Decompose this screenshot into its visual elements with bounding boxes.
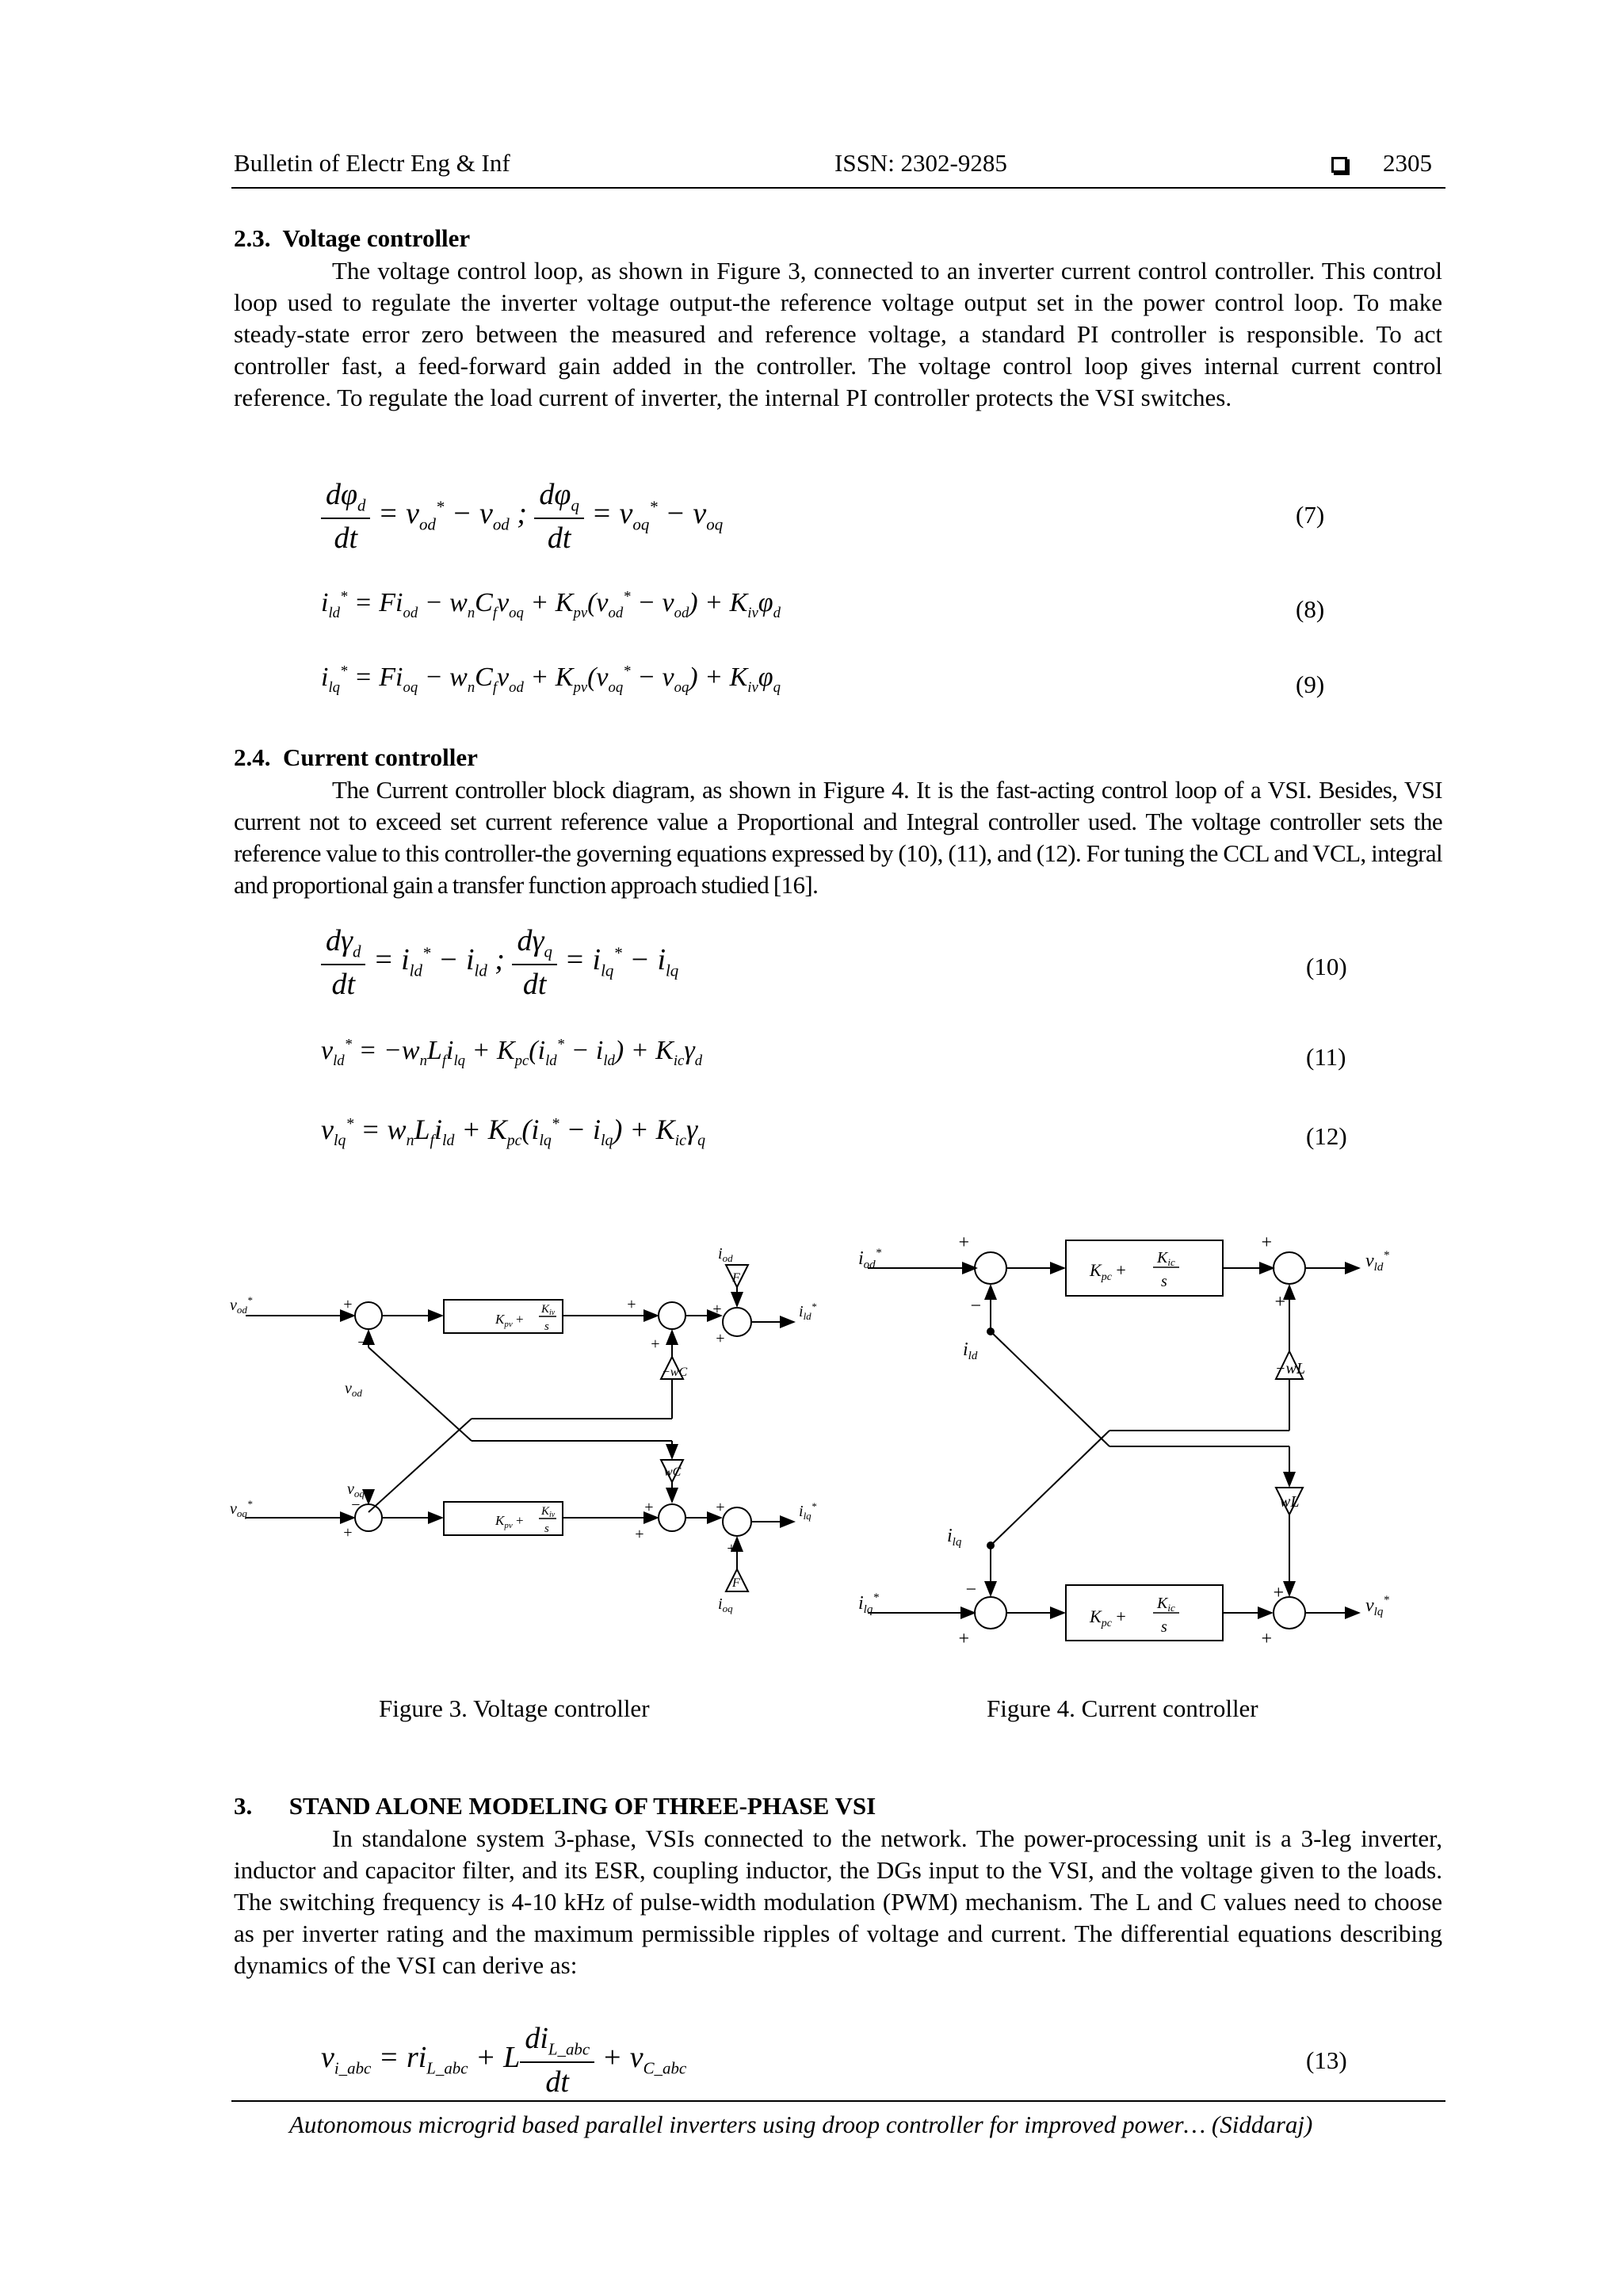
svg-text:+: + xyxy=(1260,1232,1274,1253)
equation-number-8: (8) xyxy=(1296,595,1325,623)
page-marker xyxy=(1331,149,1347,178)
section-heading-2-3: 2.3. Voltage controller xyxy=(234,224,471,252)
equation-13: $v_{i\_abc} = ri_{L\_abc} + L$ $\frac{di_{L\_abc}}{dt}$ + $v_{C\_abc}$ xyxy=(321,2022,687,2099)
svg-text:Kpv +: $K_{pv}$ + xyxy=(495,1513,524,1530)
header-rule xyxy=(231,187,1445,189)
svg-text:ilq: $i_{lq}$ xyxy=(947,1526,962,1549)
svg-text:wL: wL xyxy=(1280,1493,1300,1511)
equation-9: $i_{lq}^* = Fi_{oq} - w_nC_fv_{od} + K_{pv}(v_{oq}^* - v_{oq}) + K_{iv}\varphi_q$ xyxy=(321,663,781,696)
svg-text:ild*: $i_{ld}^*$ xyxy=(799,1301,817,1322)
svg-text:iod: $i_{od}$ xyxy=(718,1245,733,1264)
svg-text:s: s xyxy=(544,1320,549,1333)
equation-number-10: (10) xyxy=(1306,953,1347,980)
equation-number-9: (9) xyxy=(1296,670,1325,698)
figure-3-voltage-controller-diagram xyxy=(230,1221,832,1648)
svg-text:vod: $v_{od}$ xyxy=(345,1380,362,1399)
svg-text:+: + xyxy=(957,1232,971,1253)
equation-10: $\frac{d\gamma_d}{dt}$ = $i_{ld}^* - i_{ld}$ ; $\frac{d\gamma_q}{dt}$ = $i_{lq}^* - i_{lq}$ xyxy=(321,923,678,1002)
svg-text:Kic: $K_{ic}$ xyxy=(1157,1595,1175,1614)
svg-text:+: + xyxy=(715,1499,726,1516)
figure-3-caption: Figure 3. Voltage controller xyxy=(379,1694,650,1722)
svg-text:s: s xyxy=(1161,1273,1167,1290)
svg-text:+: + xyxy=(650,1335,661,1353)
running-footer: Autonomous microgrid based parallel inverters using droop controller for improved power… (Siddaraj) xyxy=(289,2111,1313,2138)
svg-text:−: − xyxy=(969,1296,983,1316)
running-header-journal: Bulletin of Electr Eng & Inf xyxy=(234,149,510,177)
equation-7: $\frac{d\varphi_d}{dt}$ = $v_{od}^* - v_{od}$ ; $\frac{d\varphi_q}{dt}$ = $v_{oq}^* - v_{oq}$ xyxy=(321,477,723,556)
svg-text:Kpc +: $K_{pc}$ + xyxy=(1090,1606,1126,1629)
svg-text:vod*: $v_{od}^*$ xyxy=(230,1294,253,1316)
svg-text:+: + xyxy=(634,1526,645,1543)
equation-number-12: (12) xyxy=(1306,1122,1347,1150)
paragraph-current-controller: The Current controller block diagram, as shown in Figure 4. It is the fast-acting control loop of a VSI. Besides, VSI current not to exceed set current reference value a Proportional and Integral controller used. The voltage controller sets the reference value to this controller-the governing equations expressed by (10), (11), and (12). For tuning the CCL and VCL, integral and proportional gain a transfer function approach studied [16]. xyxy=(234,776,1442,899)
svg-text:s: s xyxy=(1161,1618,1167,1636)
svg-text:+: + xyxy=(1274,1292,1287,1312)
equation-11: $v_{ld}^* = -w_nL_fi_{lq} + K_{pc}(i_{ld}^* - i_{ld}) + K_{ic}\gamma_d$ xyxy=(321,1036,703,1069)
svg-text:Kic: $K_{ic}$ xyxy=(1157,1249,1175,1268)
svg-text:ioq: $i_{oq}$ xyxy=(718,1595,733,1614)
svg-text:Kiv: $K_{iv}$ xyxy=(541,1505,556,1519)
svg-text:+: + xyxy=(643,1499,655,1516)
svg-text:+: + xyxy=(726,1540,737,1557)
section-heading-2-4: 2.4. Current controller xyxy=(234,743,478,771)
svg-text:Kpv +: $K_{pv}$ + xyxy=(495,1312,524,1329)
svg-text:wC: wC xyxy=(664,1465,682,1479)
page-number: 2305 xyxy=(1383,149,1432,177)
svg-text:Kiv: $K_{iv}$ xyxy=(541,1303,556,1317)
section-heading-3: 3. STAND ALONE MODELING OF THREE-PHASE VSI xyxy=(234,1792,876,1820)
svg-text:ilq*: $i_{lq}^*$ xyxy=(799,1500,817,1522)
paragraph-voltage-controller: The voltage control loop, as shown in Figure 3, connected to an inverter current control controller. This control loop used to regulate the inverter voltage output-the reference voltage output set in the power control loop. To make steady-state error zero between the measured and reference voltage, a standard PI controller is responsible. To act controller fast, a feed-forward gain added in the controller. The voltage control loop gives internal current control reference. To regulate the load current of inverter, the internal PI controller protects the VSI switches. xyxy=(234,257,1442,411)
svg-text:−: − xyxy=(357,1334,368,1351)
svg-text:+: + xyxy=(342,1524,353,1541)
svg-text:−: − xyxy=(964,1580,978,1600)
footer-rule xyxy=(231,2100,1445,2102)
svg-text:voq*: $v_{oq}^*$ xyxy=(230,1498,253,1519)
equation-number-11: (11) xyxy=(1306,1043,1346,1071)
svg-text:+: + xyxy=(715,1330,726,1347)
svg-text:−wC: −wC xyxy=(662,1366,688,1379)
figure-4-caption: Figure 4. Current controller xyxy=(987,1694,1258,1722)
svg-text:vld*: $v_{ld}^*$ xyxy=(1365,1249,1389,1274)
equation-8: $i_{ld}^* = Fi_{od} - w_nC_fv_{oq} + K_{pv}(v_{od}^* - v_{od}) + K_{iv}\varphi_d$ xyxy=(321,588,781,621)
svg-text:+: + xyxy=(626,1296,637,1313)
svg-text:−: − xyxy=(350,1496,361,1514)
equation-number-13: (13) xyxy=(1306,2046,1347,2074)
svg-text:iod*: $i_{od}^*$ xyxy=(858,1247,882,1271)
svg-text:s: s xyxy=(544,1522,549,1535)
svg-text:F: F xyxy=(732,1576,740,1590)
square-bullet-icon xyxy=(1331,157,1347,173)
svg-text:+: + xyxy=(712,1301,723,1318)
svg-text:+: + xyxy=(342,1296,353,1313)
svg-text:vlq*: $v_{lq}^*$ xyxy=(1365,1594,1389,1618)
svg-text:+: + xyxy=(957,1629,971,1649)
svg-text:ilq*: $i_{lq}^*$ xyxy=(858,1591,879,1616)
svg-text:ild: $i_{ld}$ xyxy=(963,1339,978,1362)
svg-text:−wL: −wL xyxy=(1275,1360,1305,1377)
paragraph-standalone-modeling: In standalone system 3-phase, VSIs connected to the network. The power-processing unit is a 3-leg inverter, inductor and capacitor filter, and its ESR, coupling inductor, the DGs input to the VSI, and the voltage given to the loads. The switching frequency is 4-10 kHz of pulse-width modulation (PWM) mechanism. The L and C values need to choose as per inverter rating and the maximum permissible ripples of voltage and current. The differential equations describing dynamics of the VSI can derive as: xyxy=(234,1824,1442,1979)
svg-text:F: F xyxy=(732,1271,740,1285)
equation-number-7: (7) xyxy=(1296,501,1325,529)
running-header-issn: ISSN: 2302-9285 xyxy=(834,149,1007,177)
figure-4-current-controller-diagram xyxy=(852,1217,1470,1660)
svg-text:Kpc +: $K_{pc}$ + xyxy=(1090,1260,1126,1283)
svg-text:+: + xyxy=(1260,1629,1274,1649)
svg-text:voq: $v_{oq}$ xyxy=(347,1480,365,1499)
svg-text:+: + xyxy=(1272,1583,1285,1603)
equation-12: $v_{lq}^* = w_nL_fi_{ld} + K_{pc}(i_{lq}^* - i_{lq}) + K_{ic}\gamma_q$ xyxy=(321,1114,706,1150)
